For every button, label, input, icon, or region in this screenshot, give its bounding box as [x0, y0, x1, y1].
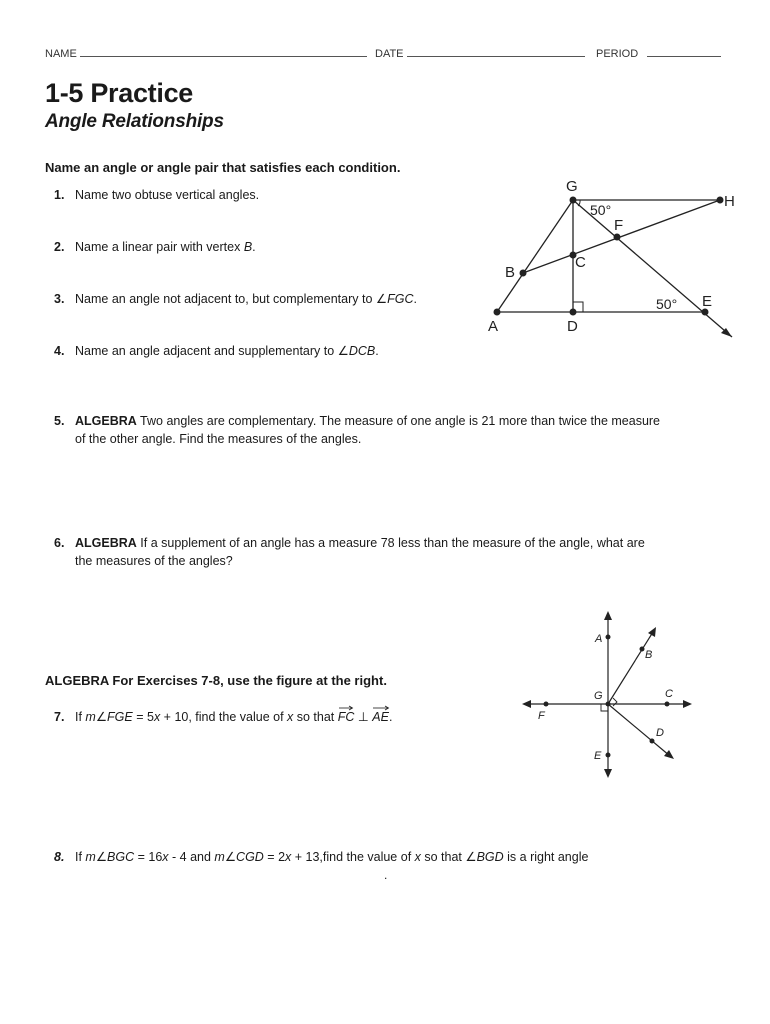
label-e: E [594, 750, 602, 762]
page-subtitle: Angle Relationships [45, 111, 224, 132]
question-number: 4. [54, 344, 65, 358]
arrow-icon [648, 627, 656, 637]
label-a: A [595, 633, 603, 645]
label-c: C [665, 688, 673, 700]
point-f [614, 234, 621, 241]
angle-label-top: 50° [590, 202, 612, 218]
label-h: H [724, 193, 735, 210]
point-h [717, 197, 724, 204]
label-b: B [505, 264, 516, 281]
label-b: B [645, 649, 653, 661]
question-text: Name two obtuse vertical angles. [75, 188, 260, 202]
question-text: ALGEBRA If a supplement of an angle has a measure 78 less than the measure of the angle, what are the measures of the angles? [75, 536, 645, 568]
ray-arrow-icon [372, 705, 390, 711]
label-f: F [538, 710, 545, 722]
figure-angle-relationships [480, 175, 750, 350]
instructions: Name an angle or angle pair that satisfies each condition. [45, 160, 401, 175]
date-field[interactable] [375, 46, 585, 60]
point-a [494, 309, 501, 316]
ray-gb [608, 632, 653, 704]
trailing-dot: . [384, 868, 388, 882]
arrow-icon [683, 700, 692, 708]
question-number: 5. [54, 414, 65, 428]
point-d [570, 309, 577, 316]
arrow-icon [604, 769, 612, 778]
segment-ag [497, 200, 573, 312]
page-title: 1-5 Practice [45, 78, 193, 108]
question-number: 8. [54, 850, 65, 864]
arrow-icon [604, 611, 612, 620]
name-field[interactable] [45, 46, 367, 60]
question-number: 2. [54, 240, 65, 254]
label-f: F [614, 217, 624, 234]
question-text: Name a linear pair with vertex B. [75, 240, 256, 254]
question-text: ALGEBRA Two angles are complementary. The measure of one angle is 21 more than twice the measure of the other angle. Find the measures of the angles. [75, 414, 661, 446]
question-number: 7. [54, 710, 65, 724]
point-c [665, 702, 670, 707]
angle-label-bottom: 50° [656, 296, 678, 312]
point-a [606, 635, 611, 640]
period-line[interactable] [647, 46, 721, 57]
ray-ae: AE [372, 708, 389, 726]
ray-arrow-icon [338, 705, 354, 711]
question-text: If m∠FGE = 5x + 10, find the value of x so that FC ⊥ AE. [75, 708, 392, 726]
date-label: DATE [375, 48, 404, 60]
label-c: C [575, 254, 586, 271]
name-label: NAME [45, 48, 77, 60]
point-b [640, 647, 645, 652]
label-a: A [488, 318, 499, 335]
name-line[interactable] [80, 46, 367, 57]
question-number: 6. [54, 536, 65, 550]
point-g [606, 702, 611, 707]
ray-fc: FC [338, 708, 355, 726]
point-e [606, 753, 611, 758]
label-d: D [656, 727, 664, 739]
question-text: Name an angle not adjacent to, but complementary to ∠FGC. [75, 292, 417, 306]
question-number: 3. [54, 292, 65, 306]
period-field[interactable] [596, 46, 721, 60]
label-d: D [567, 318, 578, 335]
arrow-icon [522, 700, 531, 708]
point-d [650, 739, 655, 744]
label-g: G [566, 178, 578, 195]
period-label: PERIOD [596, 48, 639, 60]
date-line[interactable] [407, 46, 585, 57]
ray-ge [573, 200, 732, 337]
segment-bh [523, 200, 720, 273]
label-g: G [594, 690, 603, 702]
point-b [520, 270, 527, 277]
point-g [570, 197, 577, 204]
angle-mark [613, 698, 617, 706]
figure-rays [515, 610, 695, 780]
section-heading: ALGEBRA For Exercises 7-8, use the figure at the right. [45, 673, 387, 688]
question-text: Name an angle adjacent and supplementary to ∠DCB. [75, 344, 379, 358]
label-e: E [702, 293, 713, 310]
question-text: If m∠BGC = 16x - 4 and m∠CGD = 2x + 13,find the value of x so that ∠BGD is a right angle [75, 850, 589, 864]
point-f [544, 702, 549, 707]
arrow-icon [664, 750, 674, 759]
question-number: 1. [54, 188, 65, 202]
